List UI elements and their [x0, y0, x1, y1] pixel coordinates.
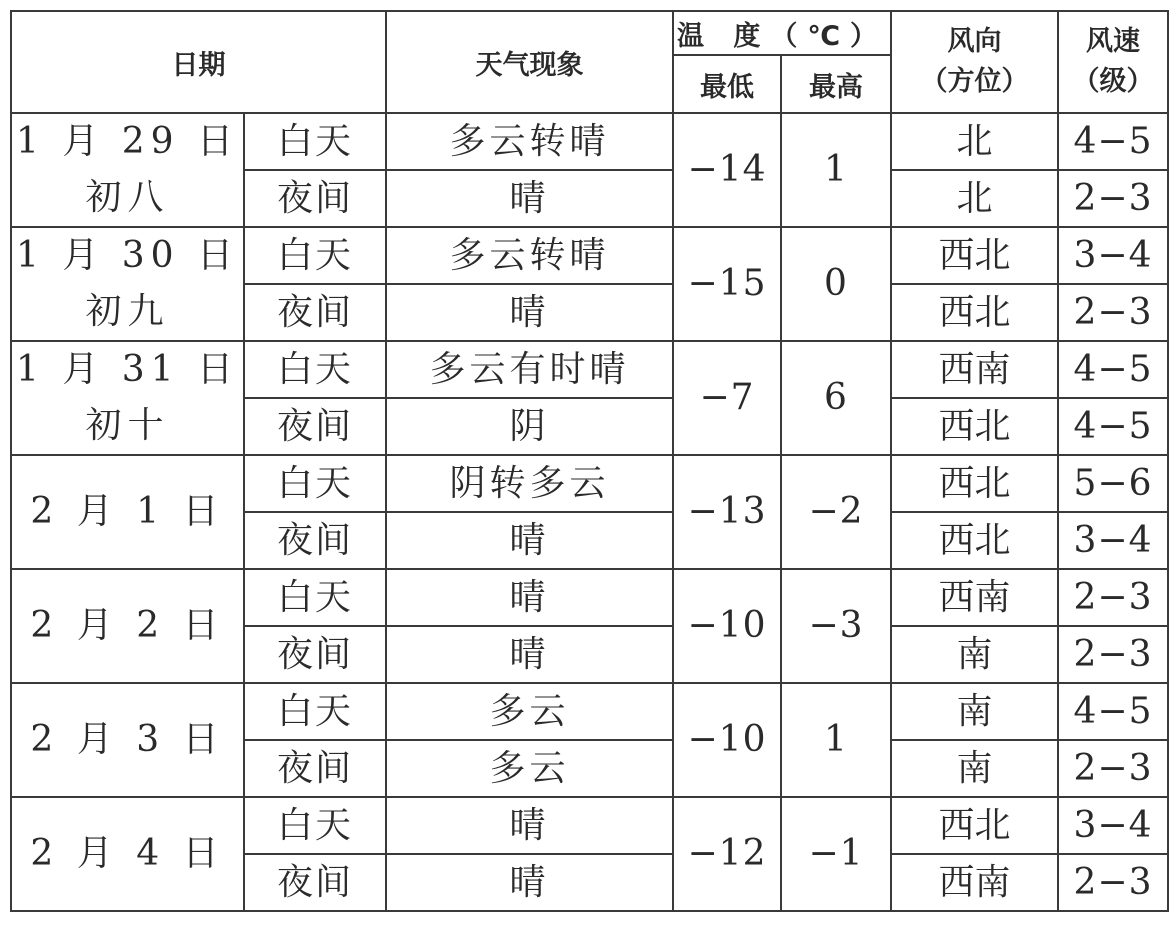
wind-direction-night: 西北	[891, 512, 1058, 569]
wind-direction-night: 南	[891, 740, 1058, 797]
period-night: 夜间	[244, 284, 386, 341]
date-label: 1 月 30 日	[15, 235, 240, 276]
wind-speed-day: 4−5	[1058, 113, 1168, 170]
weather-day: 多云转晴	[386, 113, 673, 170]
period-day: 白天	[244, 455, 386, 512]
period-night: 夜间	[244, 170, 386, 227]
date-label: 1 月 29 日	[15, 121, 240, 162]
period-night: 夜间	[244, 740, 386, 797]
weather-forecast-table	[10, 10, 1169, 912]
wind-speed-day: 4−5	[1058, 341, 1168, 398]
weather-day: 晴	[386, 797, 673, 854]
wind-direction-day: 西北	[891, 797, 1058, 854]
wind-speed-day: 5−6	[1058, 455, 1168, 512]
wind-speed-night: 3−4	[1058, 512, 1168, 569]
period-night: 夜间	[244, 854, 386, 911]
wind-speed-night: 4−5	[1058, 398, 1168, 455]
wind-direction-night: 西北	[891, 398, 1058, 455]
weather-night: 晴	[386, 170, 673, 227]
wind-speed-day: 2−3	[1058, 569, 1168, 626]
header-wind-speed-line2: （级）	[1072, 66, 1154, 97]
wind-direction-day: 西北	[891, 227, 1058, 284]
temp-min: −10	[673, 569, 781, 683]
header-wind-speed	[1058, 11, 1168, 113]
wind-speed-night: 2−3	[1058, 740, 1168, 797]
weather-day: 多云有时晴	[386, 341, 673, 398]
date-label: 2 月 1 日	[30, 491, 225, 532]
temp-max: −3	[781, 569, 891, 683]
table-header	[11, 11, 1168, 113]
date-label: 2 月 3 日	[30, 719, 225, 760]
header-temperature: 温 度（℃）	[673, 11, 891, 55]
header-wind-speed-line1: 风速	[1086, 26, 1141, 57]
wind-speed-night: 2−3	[1058, 284, 1168, 341]
period-night: 夜间	[244, 626, 386, 683]
temp-min: −14	[673, 113, 781, 227]
table-row-day	[11, 113, 1168, 170]
wind-speed-day: 3−4	[1058, 797, 1168, 854]
temp-min: −7	[673, 341, 781, 455]
wind-direction-day: 北	[891, 113, 1058, 170]
weather-day: 阴转多云	[386, 455, 673, 512]
wind-speed-night: 2−3	[1058, 170, 1168, 227]
date-label: 2 月 4 日	[30, 833, 225, 874]
temp-min: −12	[673, 797, 781, 911]
date-cell	[11, 683, 244, 797]
temp-max: 1	[781, 113, 891, 227]
date-cell	[11, 797, 244, 911]
period-day: 白天	[244, 227, 386, 284]
weather-day: 多云	[386, 683, 673, 740]
lunar-label: 初十	[85, 405, 170, 446]
wind-speed-day: 4−5	[1058, 683, 1168, 740]
header-temp-max: 最高	[781, 55, 891, 113]
weather-night: 阴	[386, 398, 673, 455]
weather-night: 晴	[386, 512, 673, 569]
period-day: 白天	[244, 113, 386, 170]
date-cell	[11, 113, 244, 227]
header-temp-min: 最低	[673, 55, 781, 113]
wind-direction-night: 北	[891, 170, 1058, 227]
temp-max: 0	[781, 227, 891, 341]
table-row-day	[11, 797, 1168, 854]
wind-speed-night: 2−3	[1058, 854, 1168, 911]
temp-min: −13	[673, 455, 781, 569]
date-cell	[11, 227, 244, 341]
table-row-day	[11, 569, 1168, 626]
date-cell	[11, 341, 244, 455]
period-night: 夜间	[244, 512, 386, 569]
lunar-label: 初八	[85, 177, 170, 218]
table-row-day	[11, 455, 1168, 512]
weather-day: 晴	[386, 569, 673, 626]
wind-direction-day: 西南	[891, 341, 1058, 398]
wind-direction-day: 西北	[891, 455, 1058, 512]
date-cell	[11, 569, 244, 683]
table-row-day	[11, 341, 1168, 398]
period-day: 白天	[244, 683, 386, 740]
table-body	[11, 113, 1168, 911]
header-wind-direction-line1: 风向	[947, 26, 1002, 57]
period-night: 夜间	[244, 398, 386, 455]
weather-night: 晴	[386, 626, 673, 683]
temp-max: 1	[781, 683, 891, 797]
period-day: 白天	[244, 569, 386, 626]
table-row-day	[11, 683, 1168, 740]
header-date: 日期	[11, 11, 386, 113]
wind-speed-day: 3−4	[1058, 227, 1168, 284]
period-day: 白天	[244, 797, 386, 854]
wind-direction-night: 西南	[891, 854, 1058, 911]
header-wind-direction-line2: （方位）	[920, 66, 1029, 97]
date-cell	[11, 455, 244, 569]
weather-night: 晴	[386, 854, 673, 911]
date-label: 2 月 2 日	[30, 605, 225, 646]
temp-max: 6	[781, 341, 891, 455]
weather-night: 晴	[386, 284, 673, 341]
weather-day: 多云转晴	[386, 227, 673, 284]
date-label: 1 月 31 日	[15, 349, 240, 390]
wind-direction-night: 南	[891, 626, 1058, 683]
temp-max: −2	[781, 455, 891, 569]
forecast-table-wrapper	[10, 10, 1169, 912]
weather-night: 多云	[386, 740, 673, 797]
temp-max: −1	[781, 797, 891, 911]
header-wind-direction	[891, 11, 1058, 113]
wind-speed-night: 2−3	[1058, 626, 1168, 683]
wind-direction-night: 西北	[891, 284, 1058, 341]
period-day: 白天	[244, 341, 386, 398]
header-weather: 天气现象	[386, 11, 673, 113]
temp-min: −10	[673, 683, 781, 797]
wind-direction-day: 西南	[891, 569, 1058, 626]
wind-direction-day: 南	[891, 683, 1058, 740]
temp-min: −15	[673, 227, 781, 341]
table-row-day	[11, 227, 1168, 284]
lunar-label: 初九	[85, 291, 170, 332]
